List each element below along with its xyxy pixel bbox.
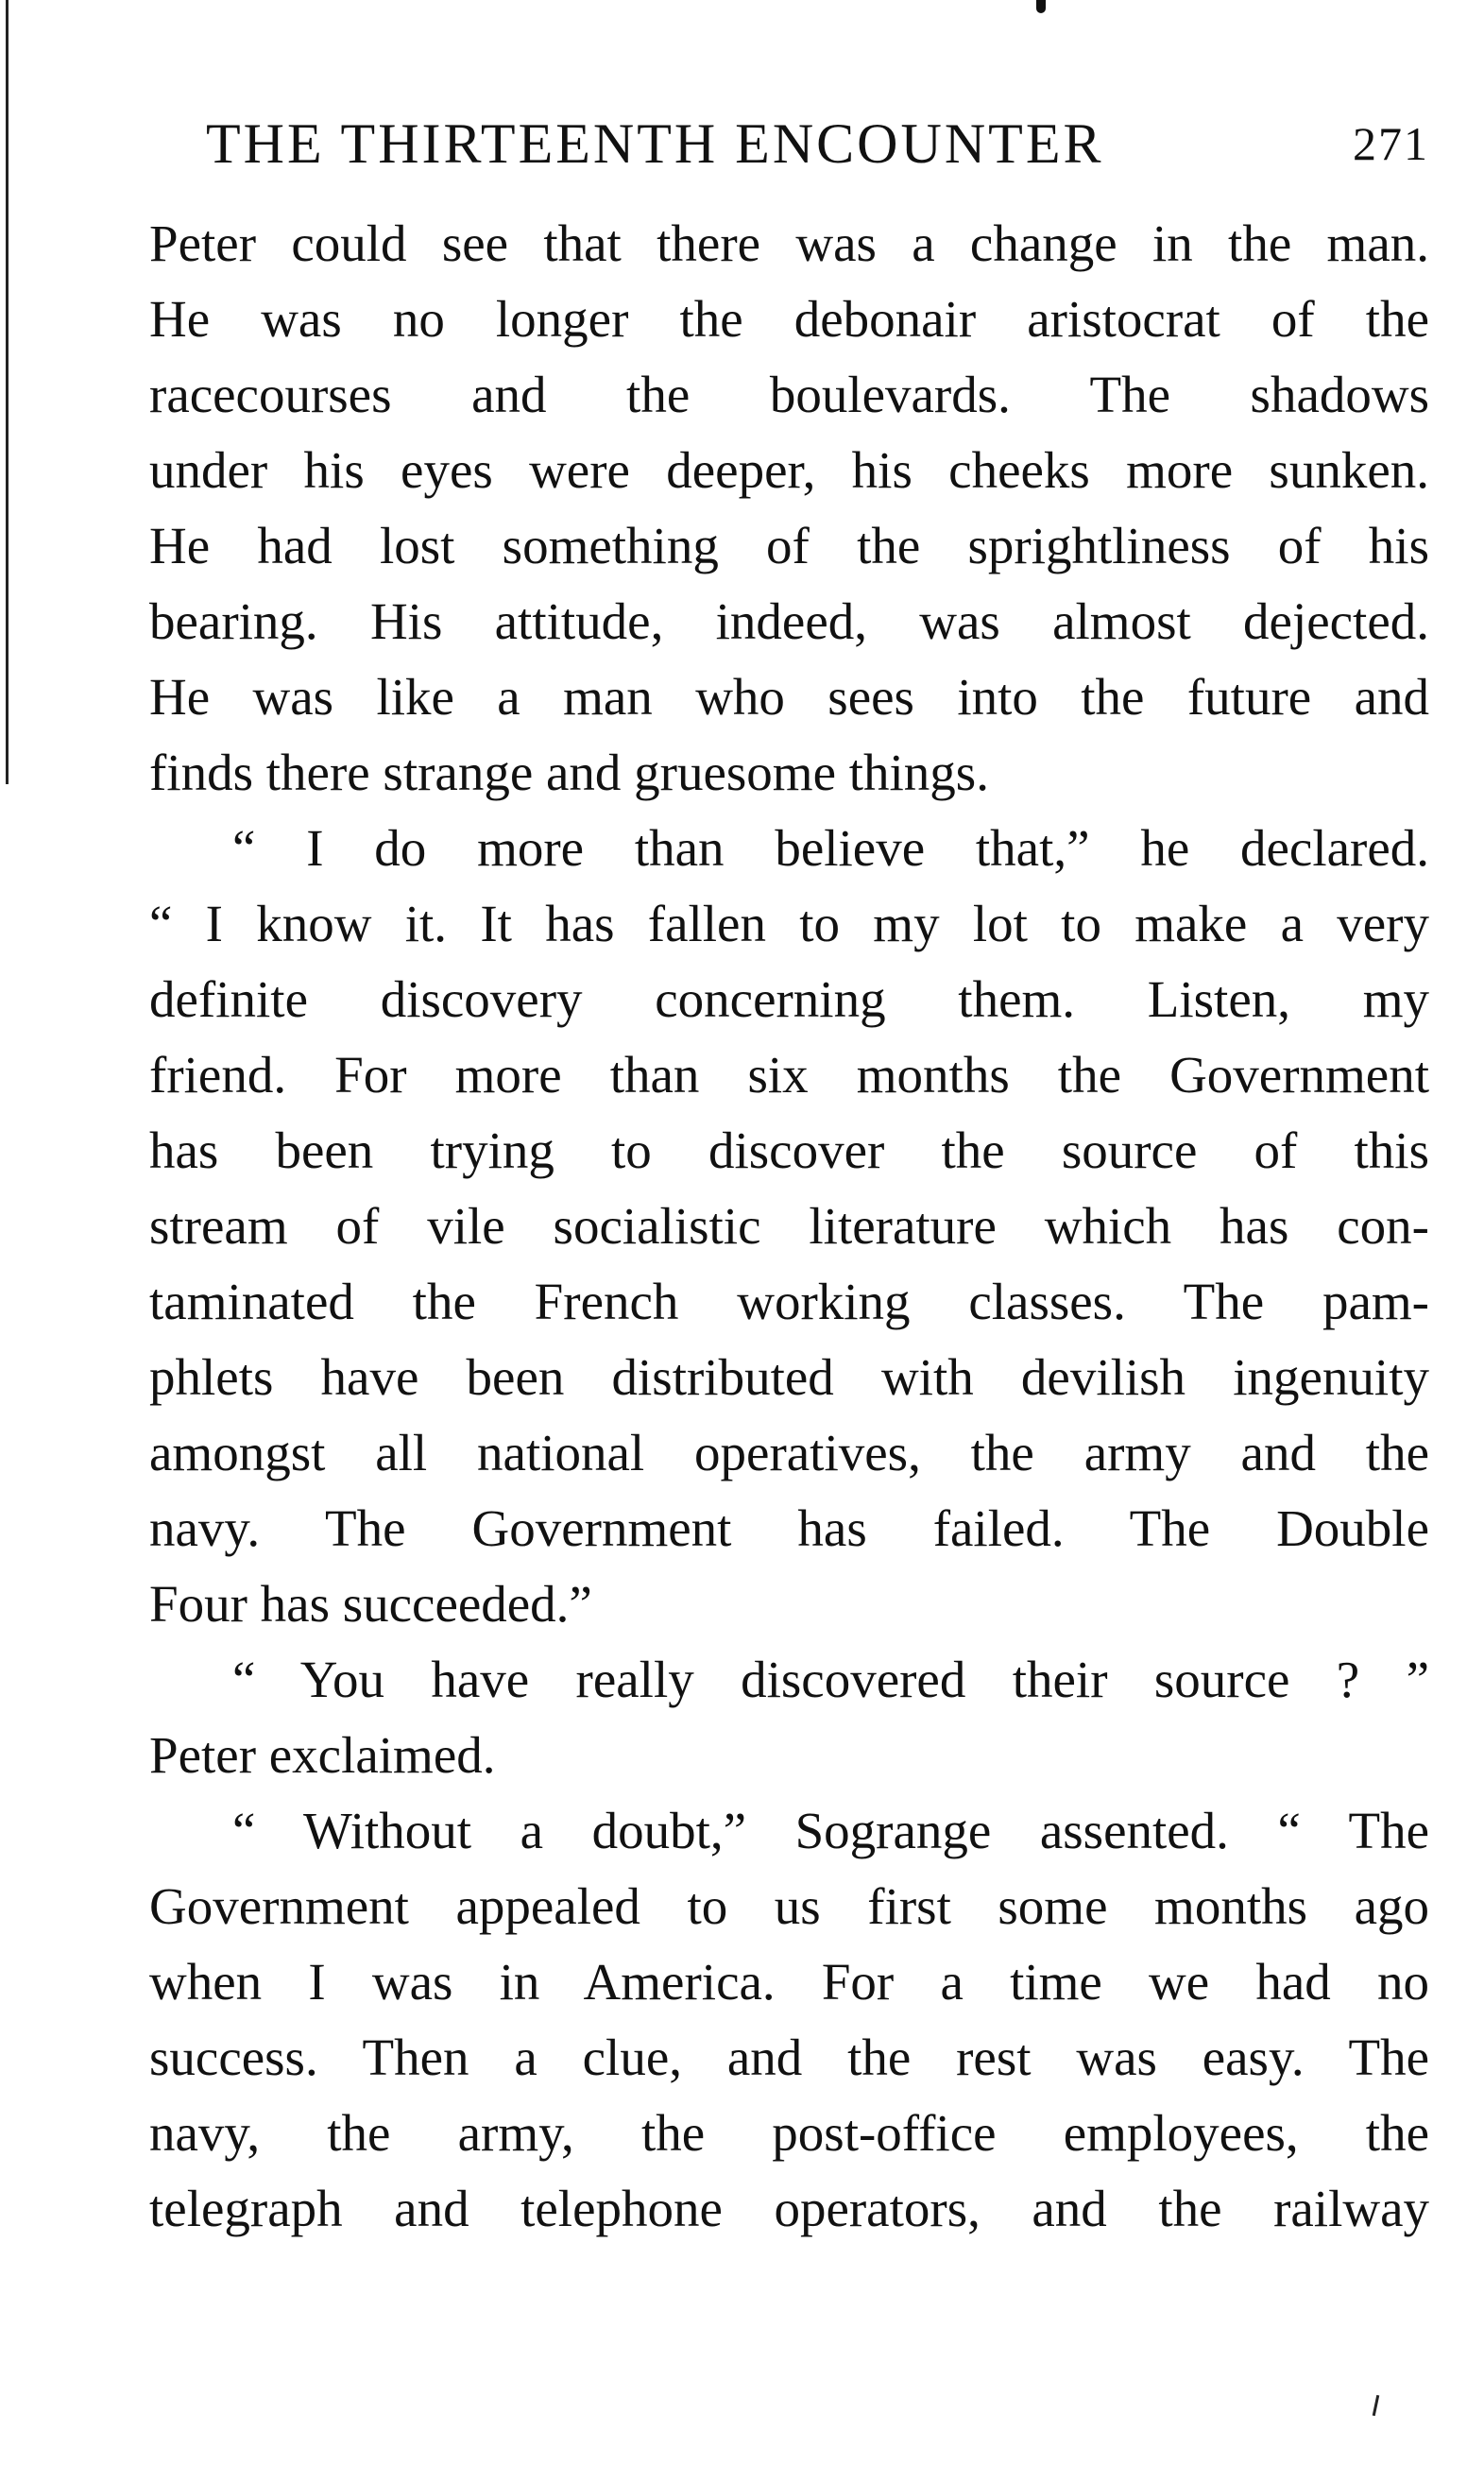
text-line: phlets have been distributed with devilish ingenuity	[149, 1348, 1429, 1406]
text-line: “ I do more than believe that,” he declared.	[232, 819, 1429, 877]
text-line: racecourses and the boulevards. The shadows	[149, 366, 1429, 423]
text-line: friend. For more than six months the Government	[149, 1046, 1429, 1104]
text-line: He had lost something of the sprightliness of his	[149, 517, 1429, 574]
running-title: THE THIRTEENTH ENCOUNTER	[206, 112, 1104, 175]
text-line: stream of vile socialistic literature which has con-	[149, 1197, 1429, 1255]
text-line: finds there strange and gruesome things.	[149, 744, 989, 801]
text-line: has been trying to discover the source of this	[149, 1121, 1429, 1179]
page-number: 271	[1353, 117, 1429, 170]
text-line: bearing. His attitude, indeed, was almost dejected.	[149, 592, 1429, 650]
text-line: telegraph and telephone operators, and the railway	[149, 2180, 1429, 2237]
body-text	[149, 206, 1429, 2247]
text-line: Four has succeeded.”	[149, 1575, 592, 1633]
text-line: navy. The Government has failed. The Double	[149, 1499, 1429, 1557]
text-line: when I was in America. For a time we had no	[149, 1953, 1429, 2011]
text-line: under his eyes were deeper, his cheeks more sunken.	[149, 441, 1429, 499]
text-line: “ You have really discovered their source ? ”	[232, 1651, 1429, 1708]
text-line: taminated the French working classes. The pam-	[149, 1273, 1429, 1330]
text-line: “ Without a doubt,” Sogrange assented. “ The	[232, 1802, 1429, 1859]
text-line: amongst all national operatives, the army and the	[149, 1424, 1429, 1481]
scan-ink-mark	[1036, 0, 1046, 13]
text-line: Government appealed to us first some months ago	[149, 1877, 1429, 1935]
scan-ink-mark	[1373, 2395, 1380, 2416]
text-line: Peter could see that there was a change in the man.	[149, 214, 1429, 272]
text-line: success. Then a clue, and the rest was easy. The	[149, 2028, 1429, 2086]
running-header	[206, 106, 1429, 181]
text-line: “ I know it. It has fallen to my lot to make a very	[149, 895, 1429, 952]
text-line: He was no longer the debonair aristocrat of the	[149, 290, 1429, 348]
scan-edge-line	[6, 0, 9, 784]
text-line: definite discovery concerning them. Listen, my	[149, 970, 1429, 1028]
text-line: navy, the army, the post-office employees, the	[149, 2104, 1429, 2162]
text-line: He was like a man who sees into the future and	[149, 668, 1429, 726]
text-line: Peter exclaimed.	[149, 1726, 496, 1784]
